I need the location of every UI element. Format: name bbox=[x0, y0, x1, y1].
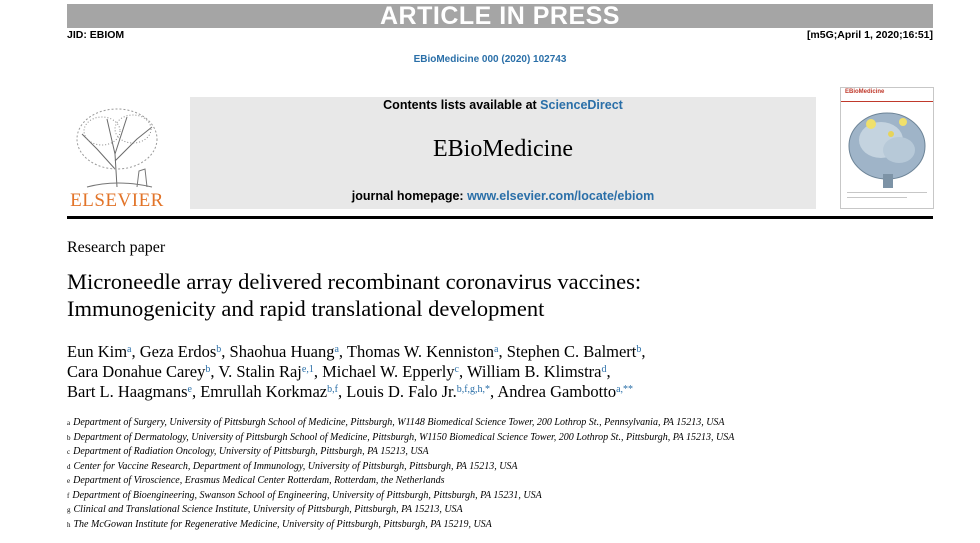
affiliation-key: f bbox=[67, 491, 70, 500]
author-name[interactable]: Shaohua Huang bbox=[229, 342, 335, 361]
cover-title: EBioMedicine bbox=[845, 89, 885, 95]
author-name[interactable]: Cara Donahue Carey bbox=[67, 362, 206, 381]
journal-cover-thumbnail bbox=[840, 87, 934, 209]
author-affiliation-marker[interactable]: b bbox=[205, 364, 211, 375]
author-separator: , bbox=[313, 362, 323, 381]
author-separator: , bbox=[191, 382, 201, 401]
sciencedirect-link[interactable]: ScienceDirect bbox=[540, 98, 623, 112]
author-separator: , bbox=[459, 362, 467, 381]
affiliation-text: The McGowan Institute for Regenerative Medicine, University of Pittsburgh, Pittsburgh, PA 15219, USA bbox=[73, 518, 492, 530]
cover-illustration bbox=[841, 88, 933, 208]
affiliation-item bbox=[67, 445, 947, 460]
author-affiliation-marker[interactable]: b,f,g,h,* bbox=[456, 384, 491, 395]
affiliation-text: Department of Dermatology, University of Pittsburgh School of Medicine, Pittsburgh, W1150 Biomedical Science Tower, 200 Lothrop St., Pittsburgh, PA 15213, USA bbox=[73, 431, 735, 443]
article-title bbox=[67, 268, 927, 322]
affiliation-text: Center for Vaccine Research, Department of Immunology, University of Pittsburgh, Pittsburgh, PA 15213, USA bbox=[73, 460, 518, 472]
publisher-name: ELSEVIER bbox=[70, 190, 164, 211]
affiliation-item bbox=[67, 489, 947, 504]
affiliation-text: Department of Viroscience, Erasmus Medical Center Rotterdam, Rotterdam, the Netherlands bbox=[73, 475, 445, 486]
citation-line[interactable]: EBioMedicine 000 (2020) 102743 bbox=[413, 54, 567, 65]
author-name[interactable]: V. Stalin Raj bbox=[218, 362, 302, 381]
article-in-press-banner: ARTICLE IN PRESS bbox=[67, 4, 933, 28]
author-name[interactable]: Eun Kim bbox=[67, 342, 128, 361]
author-name[interactable]: Geza Erdos bbox=[139, 342, 217, 361]
author-affiliation-marker[interactable]: d bbox=[601, 364, 607, 375]
homepage-prefix: journal homepage: bbox=[351, 189, 468, 203]
affiliation-item bbox=[67, 460, 947, 475]
author-name[interactable]: William B. Klimstra bbox=[466, 362, 602, 381]
header-divider bbox=[67, 216, 933, 219]
author-name[interactable]: Stephen C. Balmert bbox=[506, 342, 637, 361]
affiliation-key: a bbox=[67, 419, 71, 427]
affiliation-text: Department of Radiation Oncology, University of Pittsburgh, Pittsburgh, PA 15213, USA bbox=[73, 446, 429, 457]
author-separator: , bbox=[606, 362, 611, 381]
author-list bbox=[67, 342, 927, 402]
author-affiliation-marker[interactable]: c bbox=[454, 364, 459, 375]
affiliation-key: c bbox=[67, 448, 71, 456]
author-affiliation-marker[interactable]: b bbox=[216, 344, 222, 355]
affiliation-text: Department of Bioengineering, Swanson School of Engineering, University of Pittsburgh, Pittsburgh, PA 15231, USA bbox=[72, 489, 542, 501]
version-stamp: [m5G;April 1, 2020;16:51] bbox=[806, 29, 933, 41]
title-line: Immunogenicity and rapid translational development bbox=[67, 296, 545, 321]
affiliation-key: g bbox=[67, 506, 71, 514]
author-name[interactable]: Bart L. Haagmans bbox=[67, 382, 188, 401]
journal-title: EBioMedicine bbox=[433, 136, 573, 162]
author-line bbox=[67, 362, 927, 382]
author-separator: , bbox=[221, 342, 230, 361]
author-affiliation-marker[interactable]: a bbox=[127, 344, 132, 355]
affiliation-item bbox=[67, 416, 947, 431]
author-name[interactable]: Louis D. Falo Jr. bbox=[346, 382, 457, 401]
author-separator: , bbox=[131, 342, 140, 361]
author-name[interactable]: Andrea Gambotto bbox=[497, 382, 617, 401]
affiliation-key: d bbox=[67, 462, 71, 471]
author-line bbox=[67, 342, 927, 362]
author-separator: , bbox=[490, 382, 498, 401]
author-separator: , bbox=[641, 342, 646, 361]
author-name[interactable]: Emrullah Korkmaz bbox=[200, 382, 328, 401]
journal-masthead bbox=[190, 97, 816, 209]
affiliation-key: b bbox=[67, 433, 71, 442]
author-name[interactable]: Thomas W. Kenniston bbox=[346, 342, 494, 361]
affiliation-key: h bbox=[67, 520, 71, 529]
affiliation-list bbox=[67, 416, 947, 532]
author-separator: , bbox=[337, 382, 347, 401]
author-affiliation-marker[interactable]: a,** bbox=[616, 384, 634, 395]
author-affiliation-marker[interactable]: e bbox=[187, 384, 192, 395]
affiliation-item bbox=[67, 518, 947, 533]
journal-id: JID: EBIOM bbox=[67, 29, 125, 41]
author-line bbox=[67, 382, 927, 402]
journal-homepage-link[interactable]: www.elsevier.com/locate/ebiom bbox=[467, 189, 655, 203]
author-affiliation-marker[interactable]: e,1 bbox=[301, 364, 314, 375]
affiliation-text: Department of Surgery, University of Pittsburgh School of Medicine, Pittsburgh, W1148 Biomedical Science Tower, 200 Lothrop St., Pennsylvania, PA 15213, USA bbox=[73, 417, 725, 428]
author-separator: , bbox=[338, 342, 347, 361]
author-affiliation-marker[interactable]: a bbox=[334, 344, 339, 355]
author-affiliation-marker[interactable]: b,f bbox=[327, 384, 338, 395]
author-separator: , bbox=[210, 362, 219, 381]
affiliation-item bbox=[67, 503, 947, 518]
contents-prefix: Contents lists available at bbox=[383, 98, 541, 112]
homepage-line bbox=[190, 189, 816, 203]
author-separator: , bbox=[498, 342, 507, 361]
affiliation-item bbox=[67, 474, 947, 489]
author-name[interactable]: Michael W. Epperly bbox=[322, 362, 455, 381]
affiliation-item bbox=[67, 431, 947, 446]
contents-line bbox=[190, 98, 816, 112]
author-affiliation-marker[interactable]: b bbox=[636, 344, 642, 355]
affiliation-text: Clinical and Translational Science Institute, University of Pittsburgh, Pittsburgh, PA 15213, USA bbox=[73, 504, 463, 515]
affiliation-key: e bbox=[67, 477, 71, 485]
title-line: Microneedle array delivered recombinant coronavirus vaccines: bbox=[67, 269, 642, 294]
author-affiliation-marker[interactable]: a bbox=[494, 344, 499, 355]
article-type: Research paper bbox=[67, 239, 166, 256]
